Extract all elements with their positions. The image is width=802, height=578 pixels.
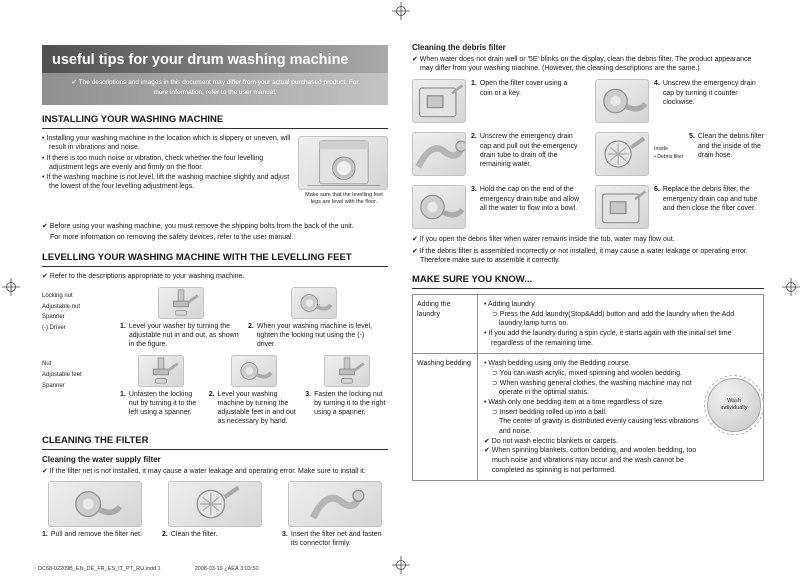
part-label: Adjustable nut xyxy=(42,303,81,310)
section-levelling xyxy=(42,252,388,427)
inside-label-text: Inside xyxy=(654,146,668,153)
part-label: Nut xyxy=(42,361,52,368)
step-text: Open the filter cover using a coin or a key. xyxy=(479,80,568,97)
part-label: Spanner xyxy=(42,314,65,321)
table-line: ✔ When spinning blankets, cotton bedding, and woolen bedding, too much noise and vibrations may occur and the wash cannot be completed as spinning is not performed. xyxy=(484,447,697,474)
step-number: 3. xyxy=(471,186,477,194)
filter-step-3 xyxy=(282,481,388,548)
water-supply-filter-subheading: Cleaning the water supply filter xyxy=(42,455,161,465)
make-sure-table xyxy=(412,294,764,481)
diagram-a-step-2 xyxy=(248,287,380,349)
step-number: 2. xyxy=(471,133,477,141)
step xyxy=(120,390,203,417)
page-title: useful tips for your drum washing machine xyxy=(42,45,388,73)
check-note-continued: For more information on removing the safety devices, refer to the user manual. xyxy=(50,234,294,242)
step-text: Level your washing machine by turning the adjustable feet in and out as necessary by hand. xyxy=(217,391,296,426)
row-label: Adding the laundry xyxy=(413,295,478,353)
left-column xyxy=(42,45,388,548)
row-label: Washing bedding xyxy=(413,354,478,480)
debris-step-6 xyxy=(595,185,764,229)
diagram-b-step-3 xyxy=(305,355,388,426)
washer-caption: Make sure that the levelling feet legs are level with the floor. xyxy=(305,192,383,206)
debris-filter-label-text: • Debris filter xyxy=(654,153,684,160)
check-note: ✔ If you open the debris filter when water remains inside the tub, water may flow out. xyxy=(412,236,675,244)
levelling-diagram-a xyxy=(42,287,388,349)
table-line: • Wash only one bedding item at a time regardless of size. xyxy=(484,399,665,407)
check-note: ✔ Refer to the descriptions appropriate to your washing machine. xyxy=(42,272,245,280)
diagram-b-step-2 xyxy=(209,355,300,426)
installing-bullets xyxy=(42,134,294,191)
diagram-a-step-1 xyxy=(120,287,242,349)
debris-step-4 xyxy=(595,79,764,123)
debris-filter-subheading: Cleaning the debris filter xyxy=(412,43,506,52)
badge-text: Wash individually xyxy=(720,398,748,412)
table-line: ⊃ When washing general clothes, the washing machine may not operate in the optimal status. xyxy=(492,379,692,397)
step-text: Insert the filter net and fasten its connector firmly. xyxy=(290,530,382,547)
header-banner xyxy=(42,45,388,105)
water-filter-steps xyxy=(42,481,388,548)
step xyxy=(654,79,764,123)
step-text: Unscrew the emergency drain cap by turning it counter clockwise. xyxy=(662,80,756,106)
filter-step-2 xyxy=(162,481,268,548)
diagram-b-step-1 xyxy=(120,355,203,426)
table-line: The center of gravity is distributed evenly causing less vibrations and noise. xyxy=(499,418,699,436)
registration-mark-bottom xyxy=(392,556,410,574)
header-note: ✔ The descriptions and images in this document may differ from your actual purchased product. For more information, refer to the user manual. xyxy=(42,73,388,105)
spanner-illustration xyxy=(138,355,184,387)
step-number: 6. xyxy=(654,186,660,194)
table-row xyxy=(413,353,763,480)
hold-cap-bowl-illustration xyxy=(412,185,466,229)
bullet-item: • If the washing machine is not level, lift the washing machine slightly and adjust the lowest of the four levelling adjustment legs. xyxy=(42,174,290,191)
print-footer xyxy=(38,566,259,572)
step xyxy=(305,390,388,417)
table-row xyxy=(413,295,763,353)
make-sure-heading: MAKE SURE YOU KNOW... xyxy=(412,274,764,289)
wash-individually-badge xyxy=(707,378,761,432)
step xyxy=(120,322,242,349)
table-line: • If you add the laundry during a spin cycle, it starts again with the initial set time regardless of the remaining time. xyxy=(484,330,732,347)
pull-filter-net-illustration xyxy=(48,481,142,527)
part-label: Spanner xyxy=(42,382,65,389)
section-cleaning-filter xyxy=(42,435,388,547)
cleaning-heading: CLEANING THE FILTER xyxy=(42,435,388,450)
check-note: ✔ If the debris filter is assembled incorrectly or not installed, it may cause a water leakage or operating error. Therefore make sure to assemble it correctly. xyxy=(412,247,748,264)
table-line: • Wash bedding using only the Bedding course. xyxy=(484,360,631,368)
diagram-b-labels xyxy=(42,355,114,426)
footer-timestamp: 2008-03-19 ¿ÀÈÄ 3:03:50 xyxy=(194,566,259,572)
row-content xyxy=(478,354,763,480)
step-number: 2. xyxy=(248,322,254,330)
part-label: (-) Driver xyxy=(42,325,66,332)
check-note: ✔ Before using your washing machine, you must remove the shipping bolts from the back of the unit. xyxy=(42,223,354,231)
step xyxy=(689,132,764,176)
table-line: ⊃ You can wash acrylic, mixed spinning and woolen bedding. xyxy=(492,370,682,378)
step xyxy=(654,185,764,229)
step xyxy=(471,185,581,229)
insert-filter-net-illustration xyxy=(288,481,382,527)
step xyxy=(209,390,300,426)
locking-nut-illustration xyxy=(291,287,337,319)
table-line: ⊃ Insert bedding rolled up into a ball. xyxy=(492,408,607,416)
debris-step-5 xyxy=(595,132,764,176)
step-text: Hold the cap on the end of the emergency drain tube and allow all the water to flow into a bowl. xyxy=(479,186,580,212)
table-line: • Adding laundry xyxy=(484,301,535,309)
installing-body xyxy=(42,134,388,220)
step-number: 3. xyxy=(282,530,288,538)
table-line: ✔ Do not wash electric blankets or carpets. xyxy=(484,437,618,445)
row-content xyxy=(478,295,763,353)
clean-filter-illustration xyxy=(168,481,262,527)
table-line: ⊃ Press the Add laundry(Stop&Add) button and add the laundry when the Add laundry lamp turns on. xyxy=(492,310,735,328)
step-number: 1. xyxy=(471,80,477,88)
step-number: 1. xyxy=(120,322,126,330)
debris-step-2 xyxy=(412,132,581,176)
step-text: Level your washer by turning the adjustable nut in and out, as shown in the figure. xyxy=(128,322,239,349)
step-text: When your washing machine is level, tighten the locking nut using the (-) driver. xyxy=(256,322,373,349)
levelling-diagram-b xyxy=(42,355,388,426)
step xyxy=(282,530,388,548)
diagram-a-labels xyxy=(42,287,114,349)
step xyxy=(471,79,581,123)
washer-illustration xyxy=(298,136,388,190)
open-cover-illustration xyxy=(412,79,466,123)
part-label: Adjustable feet xyxy=(42,371,82,378)
step xyxy=(162,530,268,539)
bullet-item: • Installing your washing machine in the location which is slippery or uneven, will result in vibrations and noise. xyxy=(42,135,291,152)
step-number: 3. xyxy=(305,391,312,399)
step-number: 1. xyxy=(120,391,126,399)
check-note: ✔ When water does not drain well or '5E' blinks on the display, clean the debris filter. The product appearance may differ from your washing machine. (However, the cleaning descriptions are the same.) xyxy=(412,56,752,73)
step-text: Unfasten the locking nut by turning it to the left using a spanner. xyxy=(128,391,197,417)
step-number: 1. xyxy=(42,530,48,538)
installing-heading: INSTALLING YOUR WASHING MACHINE xyxy=(42,114,388,129)
step-text: Clean the filter. xyxy=(170,530,218,538)
part-label: Locking nut xyxy=(42,292,73,299)
section-installing xyxy=(42,114,388,242)
unscrew-cap-illustration xyxy=(595,79,649,123)
right-column xyxy=(412,38,764,481)
step-text: Fasten the locking nut by turning it to the right using a spanner. xyxy=(314,391,386,417)
step xyxy=(248,322,380,349)
locking-nut-spanner-illustration xyxy=(324,355,370,387)
adjustable-feet-illustration xyxy=(231,355,277,387)
adjustable-nut-illustration xyxy=(158,287,204,319)
registration-mark-top xyxy=(392,2,410,20)
bullet-item: • If there is too much noise or vibration, check whether the four levelling adjustment legs are evenly and firmly on the floor. xyxy=(42,154,264,171)
step xyxy=(471,132,581,176)
step-text: Replace the debris filter, the emergency drain cap and tube and then close the filter cover. xyxy=(662,186,758,212)
step-number: 2. xyxy=(162,530,168,538)
replace-filter-illustration xyxy=(595,185,649,229)
step-number: 2. xyxy=(208,391,215,399)
step-text: Clean the debris filter and the inside of the drain hose. xyxy=(697,133,764,159)
debris-filter-steps xyxy=(412,79,764,229)
step-text: Pull and remove the filter net. xyxy=(50,530,142,538)
footer-filename: DC68-02209B_EN_DE_FR_ES_IT_PT_RU.indd 1 xyxy=(38,566,161,572)
debris-step-1 xyxy=(412,79,581,123)
step xyxy=(42,530,148,539)
drain-tube-illustration xyxy=(412,132,466,176)
check-note: ✔ If the filter net is not installed, it may cause a water leakage and operating error. Make sure to install it. xyxy=(42,468,366,476)
step-text: Unscrew the emergency drain cap and pull out the emergency drain tube to drain off the remaining water. xyxy=(479,133,578,168)
registration-mark-left xyxy=(2,278,20,296)
filter-step-1 xyxy=(42,481,148,548)
inside-label xyxy=(654,132,684,176)
step-number: 5. xyxy=(689,133,695,141)
step-number: 4. xyxy=(654,80,660,88)
clean-debris-filter-illustration xyxy=(595,132,649,176)
levelling-heading: LEVELLING YOUR WASHING MACHINE WITH THE LEVELLING FEET xyxy=(42,252,388,267)
registration-mark-right xyxy=(782,278,800,296)
debris-step-3 xyxy=(412,185,581,229)
